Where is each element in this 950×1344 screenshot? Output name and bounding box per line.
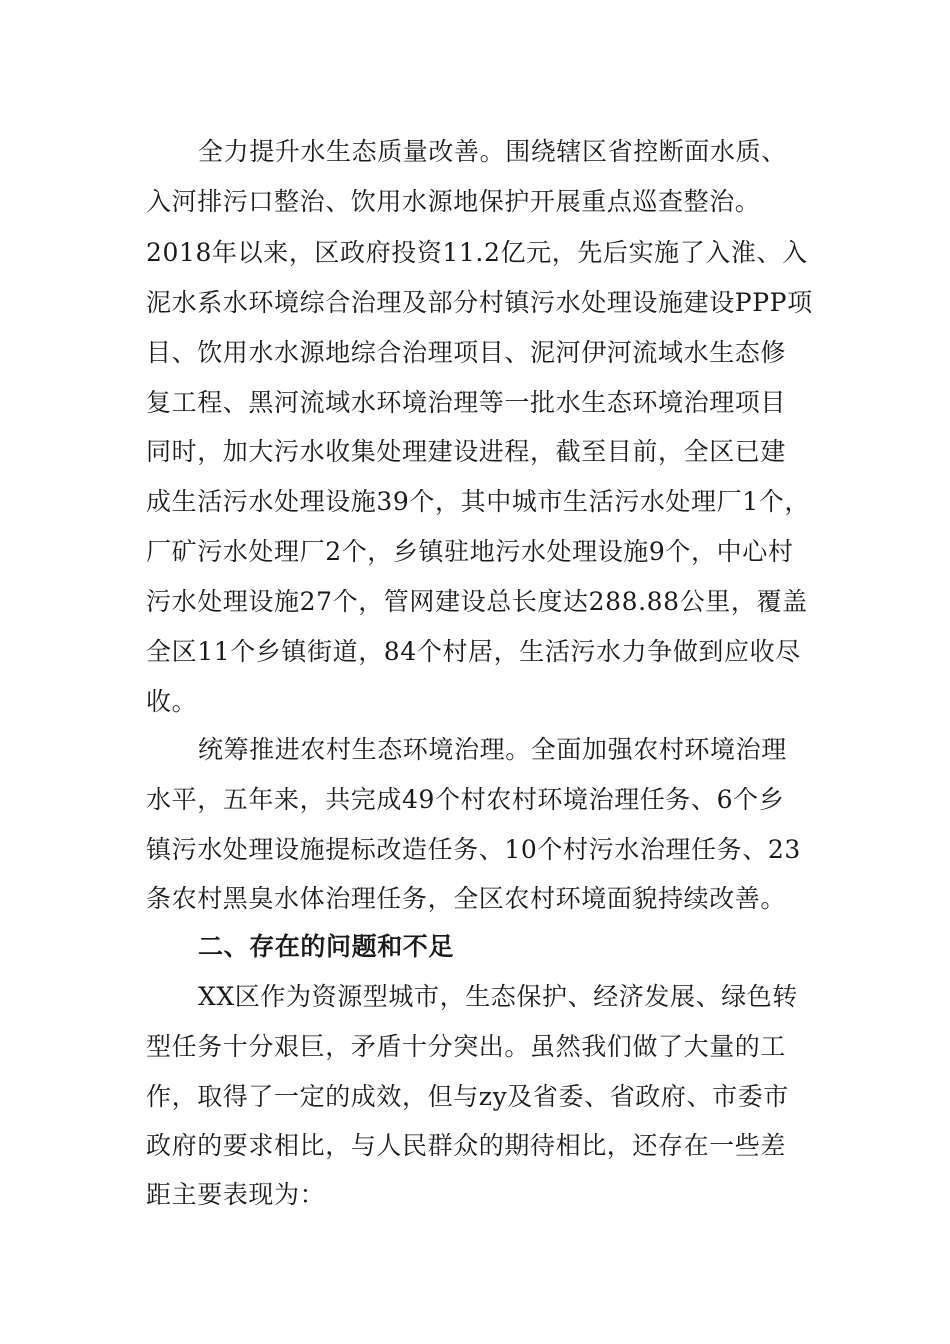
paragraph-1-line: 厂矿污水处理厂2个，乡镇驻地污水处理设施9个，中心村 <box>146 537 794 566</box>
paragraph-1-line: 目、饮用水水源地综合治理项目、泥河伊河流域水生态修 <box>146 338 787 367</box>
paragraph-3-line: 距主要表现为： <box>146 1180 326 1209</box>
paragraph-1-line: 2018年以来，区政府投资11.2亿元，先后实施了入淮、入 <box>146 238 808 267</box>
paragraph-1-line: 全区11个乡镇街道，84个村居，生活污水力争做到应收尽 <box>146 637 801 666</box>
paragraph-1-line: 全力提升水生态质量改善。围绕辖区省控断面水质、 <box>198 137 787 166</box>
paragraph-3-line: XX区作为资源型城市，生态保护、经济发展、绿色转 <box>198 982 798 1011</box>
paragraph-1-line: 收。 <box>146 687 198 716</box>
section-heading: 二、存在的问题和不足 <box>198 932 455 961</box>
paragraph-1-line: 成生活污水处理设施39个，其中城市生活污水处理厂1个， <box>146 487 810 516</box>
paragraph-1-line: 复工程、黑河流域水环境治理等一批水生态环境治理项目 <box>146 388 787 417</box>
paragraph-1-line: 泥水系水环境综合治理及部分村镇污水处理设施建设PPP项 <box>146 288 813 317</box>
paragraph-3-line: 政府的要求相比，与人民群众的期待相比，还存在一些差 <box>146 1131 787 1160</box>
paragraph-2-line: 水平，五年来，共完成49个村农村环境治理任务、6个乡 <box>146 785 785 814</box>
paragraph-1-line: 同时，加大污水收集处理建设进程，截至目前，全区已建 <box>146 437 787 466</box>
paragraph-1-line: 入河排污口整治、饮用水源地保护开展重点巡查整治。 <box>146 187 761 216</box>
paragraph-2-line: 镇污水处理设施提标改造任务、10个村污水治理任务、23 <box>146 835 801 864</box>
paragraph-2-line: 统筹推进农村生态环境治理。全面加强农村环境治理 <box>198 735 787 764</box>
paragraph-1-line: 污水处理设施27个，管网建设总长度达288.88公里，覆盖 <box>146 587 808 616</box>
paragraph-3-line: 作，取得了一定的成效，但与zy及省委、省政府、市委市 <box>146 1082 789 1111</box>
paragraph-2-line: 条农村黑臭水体治理任务，全区农村环境面貌持续改善。 <box>146 884 787 913</box>
paragraph-3-line: 型任务十分艰巨，矛盾十分突出。虽然我们做了大量的工 <box>146 1032 787 1061</box>
